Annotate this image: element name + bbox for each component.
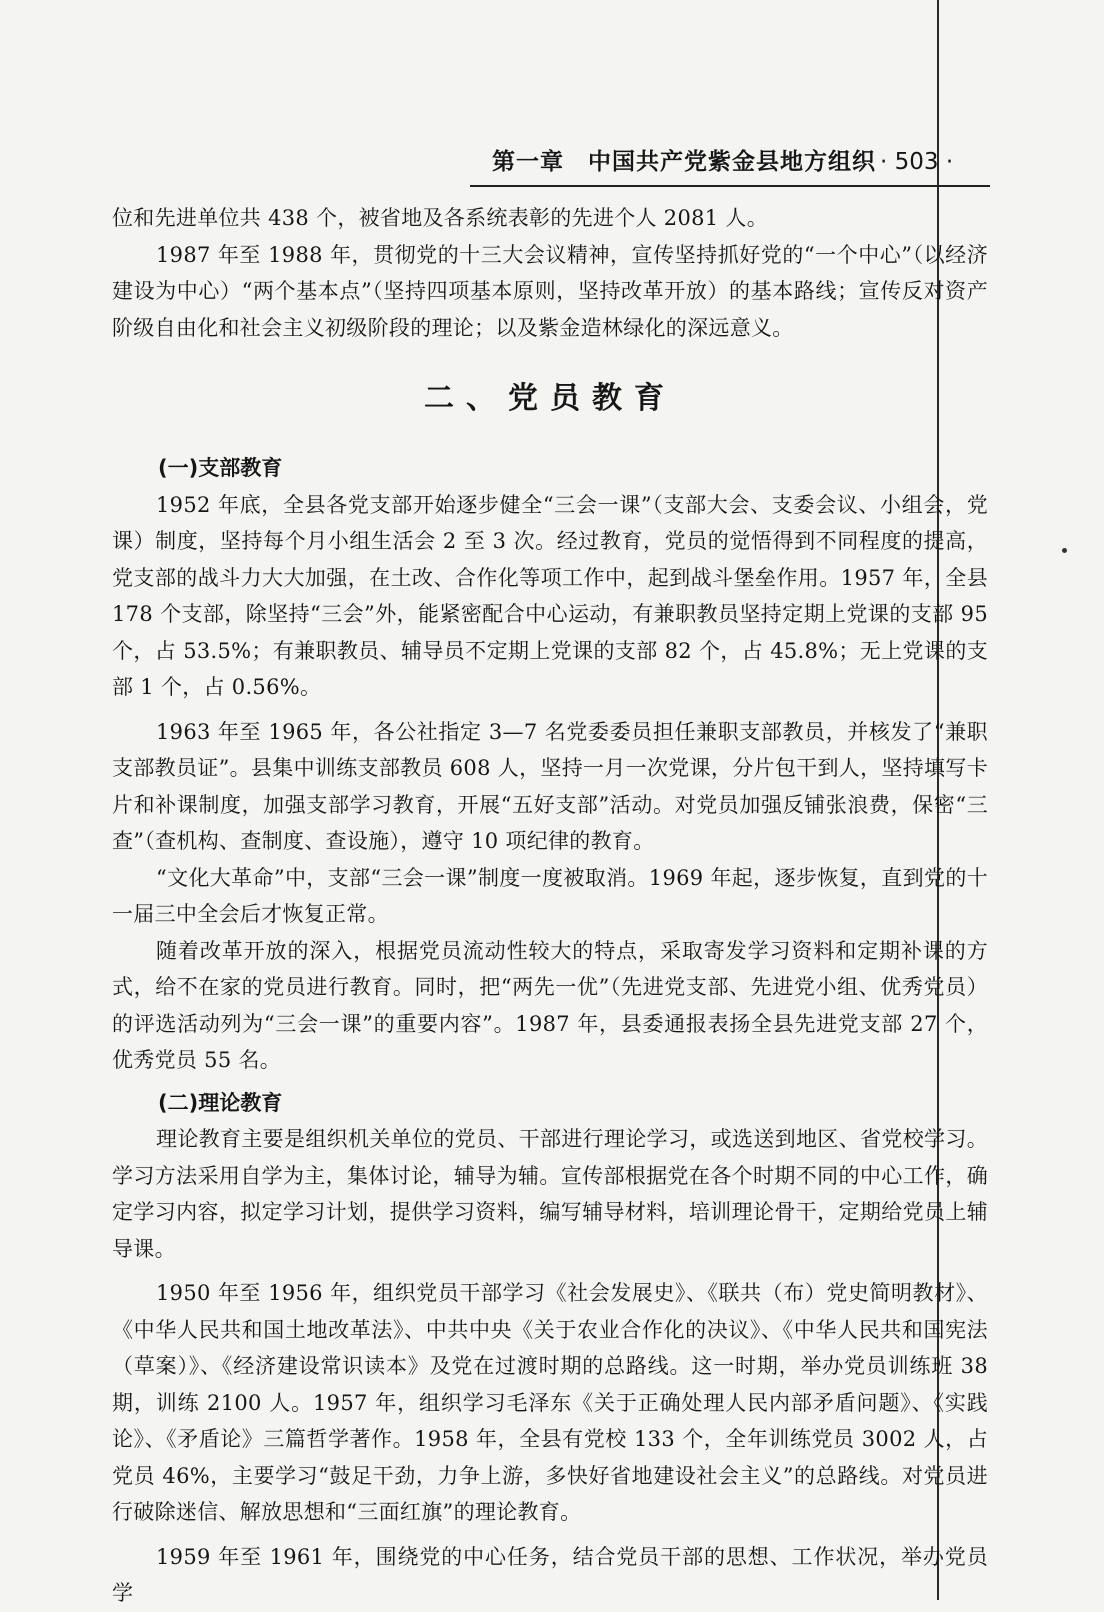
paragraph: “文化大革命”中，支部“三会一课”制度一度被取消。1969 年起，逐步恢复，直到党的十一届三中全会后才恢复正常。 [112, 865, 988, 926]
paragraph: 1963 年至 1965 年，各公社指定 3—7 名党委委员担任兼职支部教员，并核发了“兼职支部教员证”。县集中训练支部教员 608 人，坚持一月一次党课，分片包干到人，坚持填写卡片和补课制度，加强支部学习教育，开展“五好支部”活动。对党员加强反铺张浪费，保密“三查”（查机构、查制度、查设施），遵守 10 项纪律的教育。 [112, 719, 988, 853]
page-number: · 503 · [880, 149, 954, 175]
header-rule [470, 185, 990, 187]
paragraph: 理论教育主要是组织机关单位的党员、干部进行理论学习，或选送到地区、省党校学习。学习方法采用自学为主，集体讨论，辅导为辅。宣传部根据党在各个时期不同的中心工作，确定学习内容，拟定学习计划，提供学习资料，编写辅导材料，培训理论骨干，定期给党员上辅导课。 [112, 1127, 988, 1261]
subsection-heading: (一)支部教育 [158, 456, 283, 480]
section-title: 二、党员教育 [424, 381, 676, 416]
subsection-heading: (二)理论教育 [158, 1090, 283, 1115]
body-text [112, 200, 988, 1612]
paragraph: 随着改革开放的深入，根据党员流动性较大的特点，采取寄发学习资料和定期补课的方式，给不在家的党员进行教育。同时，把“两先一优”（先进党支部、先进党小组、优秀党员）的评选活动列为“三会一课”的重要内容”。1987 年，县委通报表扬全县先进党支部 27 个，优秀党员 55 名。 [112, 938, 988, 1072]
paragraph: 1952 年底，全县各党支部开始逐步健全“三会一课”（支部大会、支委会议、小组会，党课）制度，坚持每个月小组生活会 2 至 3 次。经过教育，党员的觉悟得到不同程度的提高，党支部的战斗力大大加强，在土改、合作化等项工作中，起到战斗堡垒作用。1957 年，全县 178 个支部，除坚持“三会”外，能紧密配合中心运动，有兼职教员坚持定期上党课的支部 95 个，占 53.5%；有兼职教员、辅导员不定期上党课的支部 82 个，占 45.8%；无上党课的支部 1 个，占 0.56%。 [112, 492, 988, 699]
running-header [470, 142, 990, 182]
paragraph: 位和先进单位共 438 个，被省地及各系统表彰的先进个人 2081 人。 [112, 206, 769, 230]
chapter-title: 第一章 中国共产党紫金县地方组织 [492, 149, 876, 175]
paragraph: 1950 年至 1956 年，组织党员干部学习《社会发展史》、《联共（布）党史简明教材》、《中华人民共和国土地改革法》、中共中央《关于农业合作化的决议》、《中华人民共和国宪法（草案）》、《经济建设常识读本》及党在过渡时期的总路线。这一时期，举办党员训练班 38 期，训练 2100 人。1957 年，组织学习毛泽东《关于正确处理人民内部矛盾问题》、《实践论》、《矛盾论》三篇哲学著作。1958 年，全县有党校 133 个，全年训练党员 3002 人，占党员 46%，主要学习“鼓足干劲，力争上游，多快好省地建设社会主义”的总路线。对党员进行破除迷信、解放思想和“三面红旗”的理论教育。 [112, 1281, 988, 1524]
paragraph: 1959 年至 1961 年，围绕党的中心任务，结合党员干部的思想、工作状况，举办党员学 [112, 1544, 988, 1605]
scan-speck [1062, 548, 1067, 553]
paragraph: 1987 年至 1988 年，贯彻党的十三大会议精神，宣传坚持抓好党的“一个中心”（以经济建设为中心）“两个基本点”（坚持四项基本原则，坚持改革开放）的基本路线；宣传反对资产阶级自由化和社会主义初级阶段的理论；以及紫金造林绿化的深远意义。 [112, 242, 988, 340]
